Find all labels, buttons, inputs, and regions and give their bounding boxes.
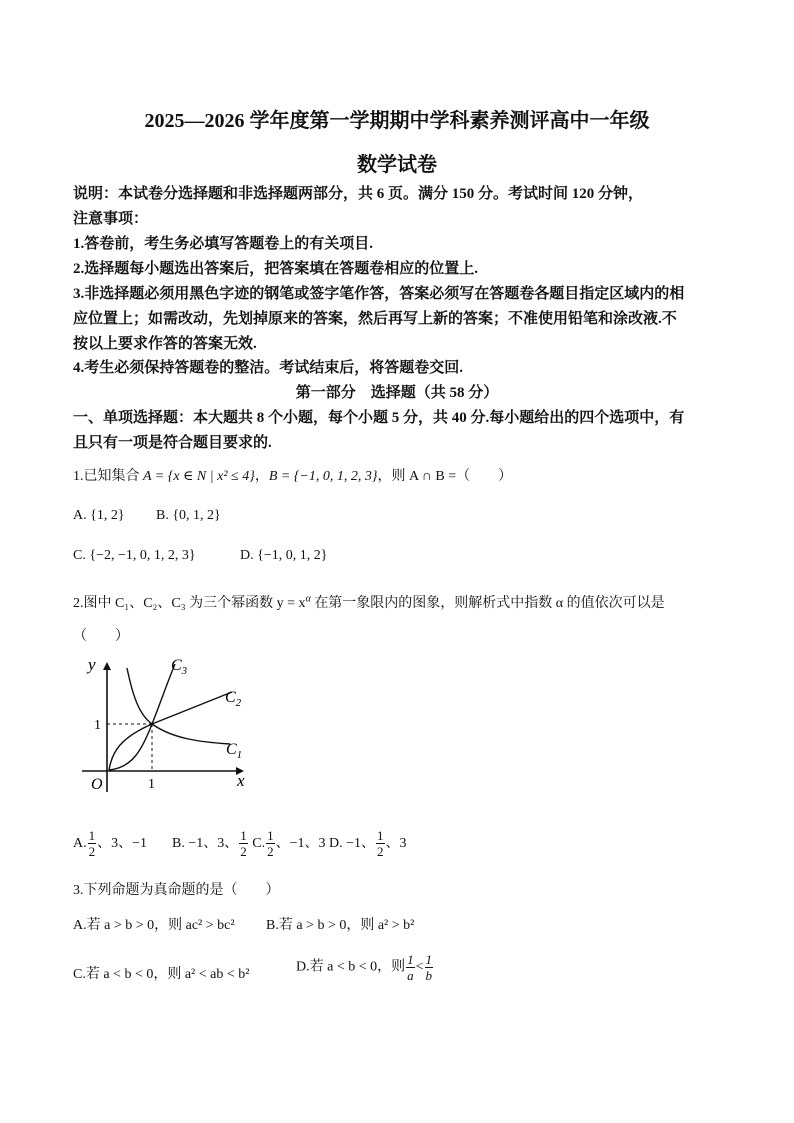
question-2-stem	[73, 592, 665, 612]
label-c2: $C_2$	[225, 689, 242, 709]
label-c1: $C_1$	[226, 741, 243, 761]
q1-sep: ，	[254, 469, 269, 484]
exam-title: 2025—2026 学年度第一学期期中学科素养测评高中一年级	[144, 110, 650, 132]
instruction-item: 2.选择题每小题选出答案后，把答案填在答题卷相应的位置上.	[73, 261, 479, 277]
x-axis-label: x	[237, 771, 245, 790]
exam-note: 说明：本试卷分选择题和非选择题两部分，共 6 页。满分 150 分。考试时间 120 分钟，	[73, 186, 644, 202]
question-2-bracket: （ ）	[73, 629, 129, 644]
q2-option-c[interactable]: C. $\frac{1}{2}$ 、−1、3	[252, 828, 326, 859]
y-axis-arrow	[103, 662, 111, 670]
power-function-graph	[72, 652, 272, 802]
y-one-label: 1	[94, 718, 101, 733]
q3-option-b[interactable]: B.若 a > b > 0，则 a² > b²	[266, 918, 415, 933]
instruction-item: 1.答卷前，考生务必填写答题卷上的有关项目.	[73, 236, 374, 252]
q2-text-1: 2.图中 C₁、C₂、C₃ 为三个幂函数 y = x	[73, 596, 306, 611]
question-1-stem	[73, 465, 512, 485]
q1-prefix: 1.已知集合	[73, 469, 143, 484]
instruction-item: 应位置上；如需改动，先划掉原来的答案，然后再写上新的答案；不准使用铅笔和涂改液.不	[73, 311, 677, 327]
section-title: 第一部分 选择题（共 58 分）	[295, 385, 499, 401]
q2-option-a[interactable]: A. $\frac{1}{2}$ 、3、−1	[73, 828, 148, 859]
instruction-item: 4.考生必须保持答题卷的整洁。考试结束后，将答题卷交回.	[73, 360, 464, 376]
q3-option-d[interactable]: D.若 a < b < 0，则 $\frac{1}{a}$ < $\frac{1}{b}$	[296, 952, 433, 983]
origin-label: O	[91, 776, 103, 793]
q2-alpha: α	[305, 593, 311, 605]
section-intro: 一、单项选择题：本大题共 8 个小题，每个小题 5 分，共 40 分.每小题给出的四个选项中，有	[73, 410, 685, 426]
q3-option-c[interactable]: C.若 a < b < 0，则 a² < ab < b²	[73, 967, 250, 982]
attention-label: 注意事项：	[73, 211, 149, 227]
curve-c3	[109, 664, 175, 770]
label-c3: $C_3$	[171, 657, 188, 677]
q1-option-b[interactable]: B. {0, 1, 2}	[156, 508, 221, 523]
instruction-item: 按以上要求作答的答案无效.	[73, 336, 257, 352]
q2-option-b[interactable]: B. −1、3、 $\frac{1}{2}$	[172, 828, 247, 859]
q2-options	[73, 828, 407, 859]
instruction-item: 3.非选择题必须用黑色字迹的钢笔或签字笔作答，答案必须写在答题卷各题目指定区域内的相	[73, 286, 685, 302]
exam-subject: 数学试卷	[357, 154, 437, 176]
q1-set-a: A = {x ∈ N | x² ≤ 4}	[143, 469, 255, 484]
q1-option-c[interactable]: C. {−2, −1, 0, 1, 2, 3}	[73, 548, 196, 563]
q1-option-d[interactable]: D. {−1, 0, 1, 2}	[240, 548, 328, 563]
section-intro: 且只有一项是符合题目要求的.	[73, 435, 272, 451]
question-3-stem: 3.下列命题为真命题的是（ ）	[73, 883, 280, 898]
q1-suffix: ，则 A ∩ B =（ ）	[377, 469, 513, 484]
curve-c2	[109, 692, 232, 770]
q2-option-d[interactable]: D. −1、 $\frac{1}{2}$ 、3	[329, 828, 407, 859]
y-axis-label: y	[88, 655, 96, 674]
q3-option-a[interactable]: A.若 a > b > 0，则 ac² > bc²	[73, 918, 235, 933]
q1-set-b: B = {−1, 0, 1, 2, 3}	[268, 469, 378, 484]
q1-option-a[interactable]: A. {1, 2}	[73, 508, 125, 523]
x-one-label: 1	[148, 777, 155, 792]
curve-c1	[127, 668, 230, 744]
q2-text-2: 在第一象限内的图象，则解析式中指数 α 的值依次可以是	[310, 596, 665, 611]
